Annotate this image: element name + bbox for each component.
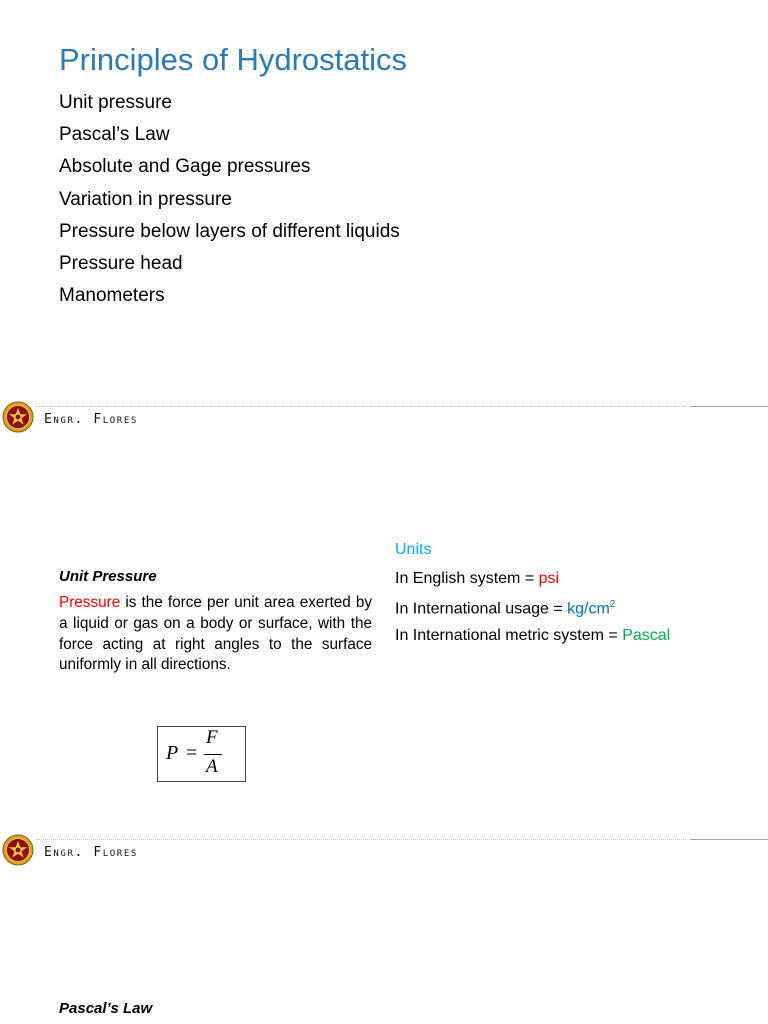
- unit-label: In International usage =: [395, 600, 568, 618]
- footer-divider: [690, 839, 768, 840]
- topic-list: [59, 89, 400, 314]
- definition-text: is the force per unit area exerted by a liquid or gas on a body or surface, with the force acting at right angles to the surface uniformly in all directions.: [59, 594, 372, 674]
- topic-item: Pascal’s Law: [59, 124, 170, 146]
- unit-international: [395, 599, 615, 618]
- unit-value: kg/cm: [567, 600, 610, 618]
- unit-exponent: 2: [609, 599, 616, 610]
- formula-lhs: P: [166, 742, 179, 764]
- unit-metric: [395, 627, 670, 645]
- unit-label: In International metric system =: [395, 627, 623, 644]
- unit-english: [395, 570, 559, 588]
- author-name: Engr. Flores: [44, 845, 138, 860]
- slide-title: Principles of Hydrostatics: [59, 42, 408, 77]
- formula-numerator: F: [206, 727, 218, 748]
- university-seal-icon: [2, 401, 34, 433]
- footer-divider: [36, 839, 686, 840]
- unit-value: psi: [538, 570, 560, 587]
- section-heading: Unit Pressure: [59, 568, 157, 585]
- university-seal-icon: [2, 834, 34, 866]
- topic-item: Variation in pressure: [59, 188, 232, 210]
- slide-footer: [0, 401, 768, 441]
- topic-item: Unit pressure: [59, 92, 172, 113]
- formula-denominator: A: [206, 756, 218, 777]
- highlighted-term: Pressure: [59, 594, 121, 611]
- topic-item: Absolute and Gage pressures: [59, 156, 311, 178]
- slide-footer: [0, 834, 768, 874]
- topic-item: Pressure head: [59, 252, 183, 274]
- footer-divider: [36, 406, 686, 407]
- unit-label: In English system =: [395, 570, 539, 587]
- fraction-bar: [204, 754, 222, 755]
- topic-item: Manometers: [59, 285, 165, 307]
- pressure-formula: [157, 726, 246, 782]
- section-heading: Pascal’s Law: [59, 1000, 153, 1017]
- formula-equals: =: [186, 742, 198, 764]
- author-name: Engr. Flores: [44, 412, 138, 427]
- definition-paragraph: [59, 593, 372, 676]
- unit-value: Pascal: [622, 627, 671, 644]
- footer-divider: [690, 406, 768, 407]
- units-heading: Units: [395, 541, 432, 558]
- topic-item: Pressure below layers of different liquids: [59, 220, 400, 242]
